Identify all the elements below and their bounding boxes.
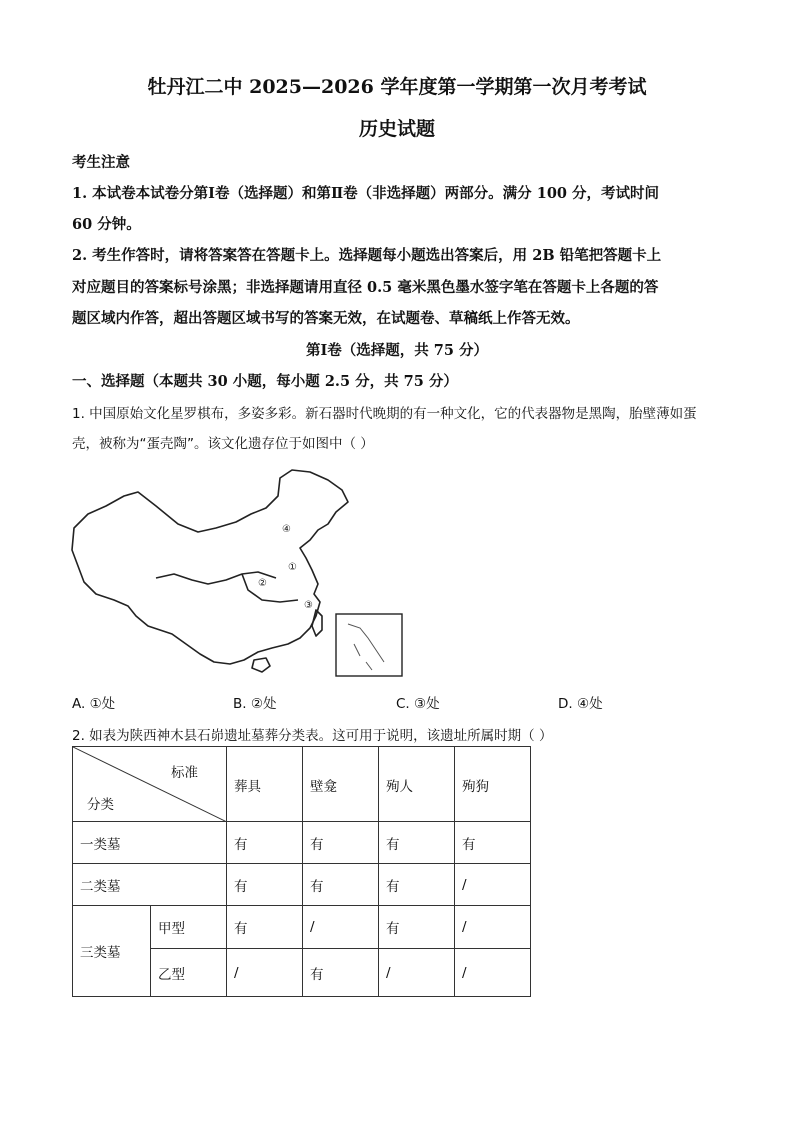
table-corner-cell (73, 747, 227, 822)
exam-title: 牡丹江二中 2025—2026 学年度第一学期第一次月考考试 (147, 76, 647, 98)
table-cell: 有 (303, 864, 379, 906)
table-cell: / (455, 949, 531, 997)
table-cell: 有 (455, 822, 531, 864)
q1-option-d[interactable]: D. ④处 (558, 696, 603, 712)
table-cell: 有 (227, 864, 303, 906)
notice-line: 对应题目的答案标号涂黑；非选择题请用直径 0.5 毫米黑色墨水签字笔在答题卡上各题的答 (72, 279, 659, 296)
table-cell: / (379, 949, 455, 997)
col-header: 殉人 (379, 747, 455, 822)
subrow-label: 甲型 (151, 906, 227, 949)
q2-stem: 2. 如表为陕西神木县石峁遗址墓葬分类表。这可用于说明，该遗址所属时期（ ） (72, 728, 553, 744)
row-label: 二类墓 (73, 864, 227, 906)
table-cell: / (303, 906, 379, 949)
section-heading: 一、选择题（本题共 30 小题，每小题 2.5 分，共 75 分） (72, 373, 458, 390)
table-cell: 有 (379, 906, 455, 949)
map-marker-3: ③ (304, 600, 313, 611)
map-marker-1: ① (288, 562, 297, 573)
col-header: 殉狗 (455, 747, 531, 822)
notice-line: 2. 考生作答时，请将答案答在答题卡上。选择题每小题选出答案后，用 2B 铅笔把答题卡上 (72, 247, 662, 264)
notice-line: 题区域内作答，超出答题区域书写的答案无效，在试题卷、草稿纸上作答无效。 (72, 310, 580, 327)
notice-line: 1. 本试卷本试卷分第Ⅰ卷（选择题）和第Ⅱ卷（非选择题）两部分。满分 100 分，考试时间 (72, 185, 660, 202)
q1-option-b[interactable]: B. ②处 (233, 696, 277, 712)
q1-stem-line1: 1. 中国原始文化星罗棋布，多姿多彩。新石器时代晚期的有一种文化，它的代表器物是黑陶，胎壁薄如蛋 (72, 406, 697, 422)
col-header: 壁龛 (303, 747, 379, 822)
row-label: 三类墓 (73, 906, 151, 997)
map-marker-2: ② (258, 578, 267, 589)
table-cell: / (455, 906, 531, 949)
q1-option-a[interactable]: A. ①处 (72, 696, 116, 712)
subrow-label: 乙型 (151, 949, 227, 997)
china-map (66, 466, 422, 686)
map-marker-4: ④ (282, 524, 291, 535)
col-header: 葬具 (227, 747, 303, 822)
notice-line: 60 分钟。 (72, 216, 141, 233)
table-cell: 有 (303, 949, 379, 997)
row-label: 一类墓 (73, 822, 227, 864)
table-cell: 有 (227, 822, 303, 864)
table-cell: 有 (379, 864, 455, 906)
table-cell: 有 (227, 906, 303, 949)
table-cell: 有 (303, 822, 379, 864)
table-cell: / (227, 949, 303, 997)
corner-label-category: 分类 (87, 797, 114, 813)
inner-border (242, 574, 298, 602)
burial-table (72, 746, 531, 997)
q1-option-c[interactable]: C. ③处 (396, 696, 440, 712)
china-outline (72, 470, 348, 664)
notice-heading: 考生注意 (72, 154, 130, 171)
table-cell: / (455, 864, 531, 906)
hainan-shape (252, 658, 270, 672)
part-title: 第Ⅰ卷（选择题，共 75 分） (305, 342, 489, 359)
table-cell: 有 (379, 822, 455, 864)
exam-subtitle: 历史试题 (358, 118, 435, 140)
corner-label-standard: 标准 (171, 765, 198, 781)
q1-stem-line2: 壳，被称为“蛋壳陶”。该文化遗存位于如图中（ ） (72, 436, 374, 452)
